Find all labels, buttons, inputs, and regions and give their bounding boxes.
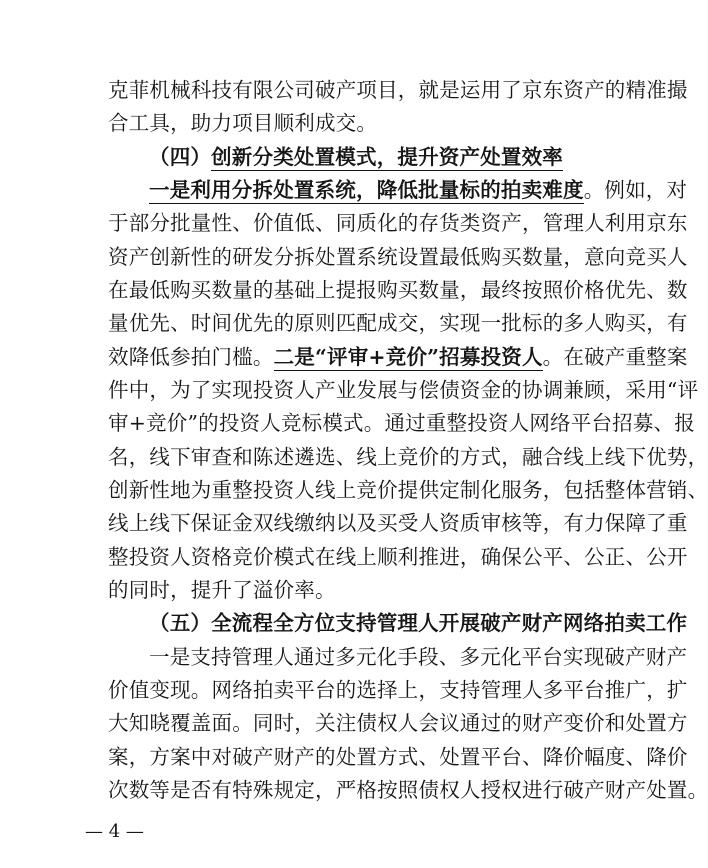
underlined-point-1: 一是利用分拆处置系统，降低批量标的拍卖难度 bbox=[149, 178, 584, 202]
text-line: 资产创新性的研发分拆处置系统设置最低购买数量，意向竞买人 bbox=[108, 245, 688, 269]
text-line: 大知晓覆盖面。同时，关注债权人会议通过的财产变价和处置方 bbox=[108, 711, 688, 735]
underlined-point-2: 二是“评审+竞价”招募投资人 bbox=[273, 345, 543, 369]
text-line: 审+竞价”的投资人竞标模式。通过重整投资人网络平台招募、报 bbox=[108, 411, 695, 435]
page-number: — 4 — bbox=[85, 821, 144, 842]
text-line: 效降低参拍门槛。二是“评审+竞价”招募投资人。在破产重整案 bbox=[108, 345, 688, 369]
text-line: 件中，为了实现投资人产业发展与偿债资金的协调兼顾，采用“评 bbox=[108, 378, 699, 402]
text-line: 一是利用分拆处置系统，降低批量标的拍卖难度。例如，对 bbox=[149, 178, 688, 202]
text-line: 案，方案中对破产财产的处置方式、处置平台、降价幅度、降价 bbox=[108, 745, 688, 769]
text-line: 线上线下保证金双线缴纳以及买受人资质审核等，有力保障了重 bbox=[108, 511, 688, 535]
text-line: 的同时，提升了溢价率。 bbox=[108, 578, 336, 602]
text-line: 创新性地为重整投资人线上竞价提供定制化服务，包括整体营销、 bbox=[108, 478, 708, 502]
text-line: 价值变现。网络拍卖平台的选择上，支持管理人多平台推广，扩 bbox=[108, 678, 688, 702]
text-line: 量优先、时间优先的原则匹配成交，实现一批标的多人购买，有 bbox=[108, 311, 688, 335]
section-heading-5: （五）全流程全方位支持管理人开展破产财产网络拍卖工作 bbox=[149, 611, 688, 635]
text-line: 整投资人资格竞价模式在线上顺利推进，确保公平、公正、公开 bbox=[108, 545, 688, 569]
text-line: 在最低购买数量的基础上提报购买数量，最终按照价格优先、数 bbox=[108, 278, 688, 302]
section-heading-4: （四）创新分类处置模式，提升资产处置效率 bbox=[149, 145, 564, 169]
text-line: 次数等是否有特殊规定，严格按照债权人授权进行破产财产处置。 bbox=[108, 778, 708, 802]
underlined-heading-text: 创新分类处置模式，提升资产处置效率 bbox=[211, 145, 564, 169]
text-line: 克菲机械科技有限公司破产项目，就是运用了京东资产的精准撮 bbox=[108, 78, 688, 102]
text-line: 一是支持管理人通过多元化手段、多元化平台实现破产财产 bbox=[149, 645, 688, 669]
text-line: 名，线下审查和陈述遴选、线上竞价的方式，融合线上线下优势， bbox=[108, 445, 708, 469]
text-line: 合工具，助力项目顺利成交。 bbox=[108, 111, 378, 135]
text-line: 于部分批量性、价值低、同质化的存货类资产，管理人利用京东 bbox=[108, 211, 688, 235]
